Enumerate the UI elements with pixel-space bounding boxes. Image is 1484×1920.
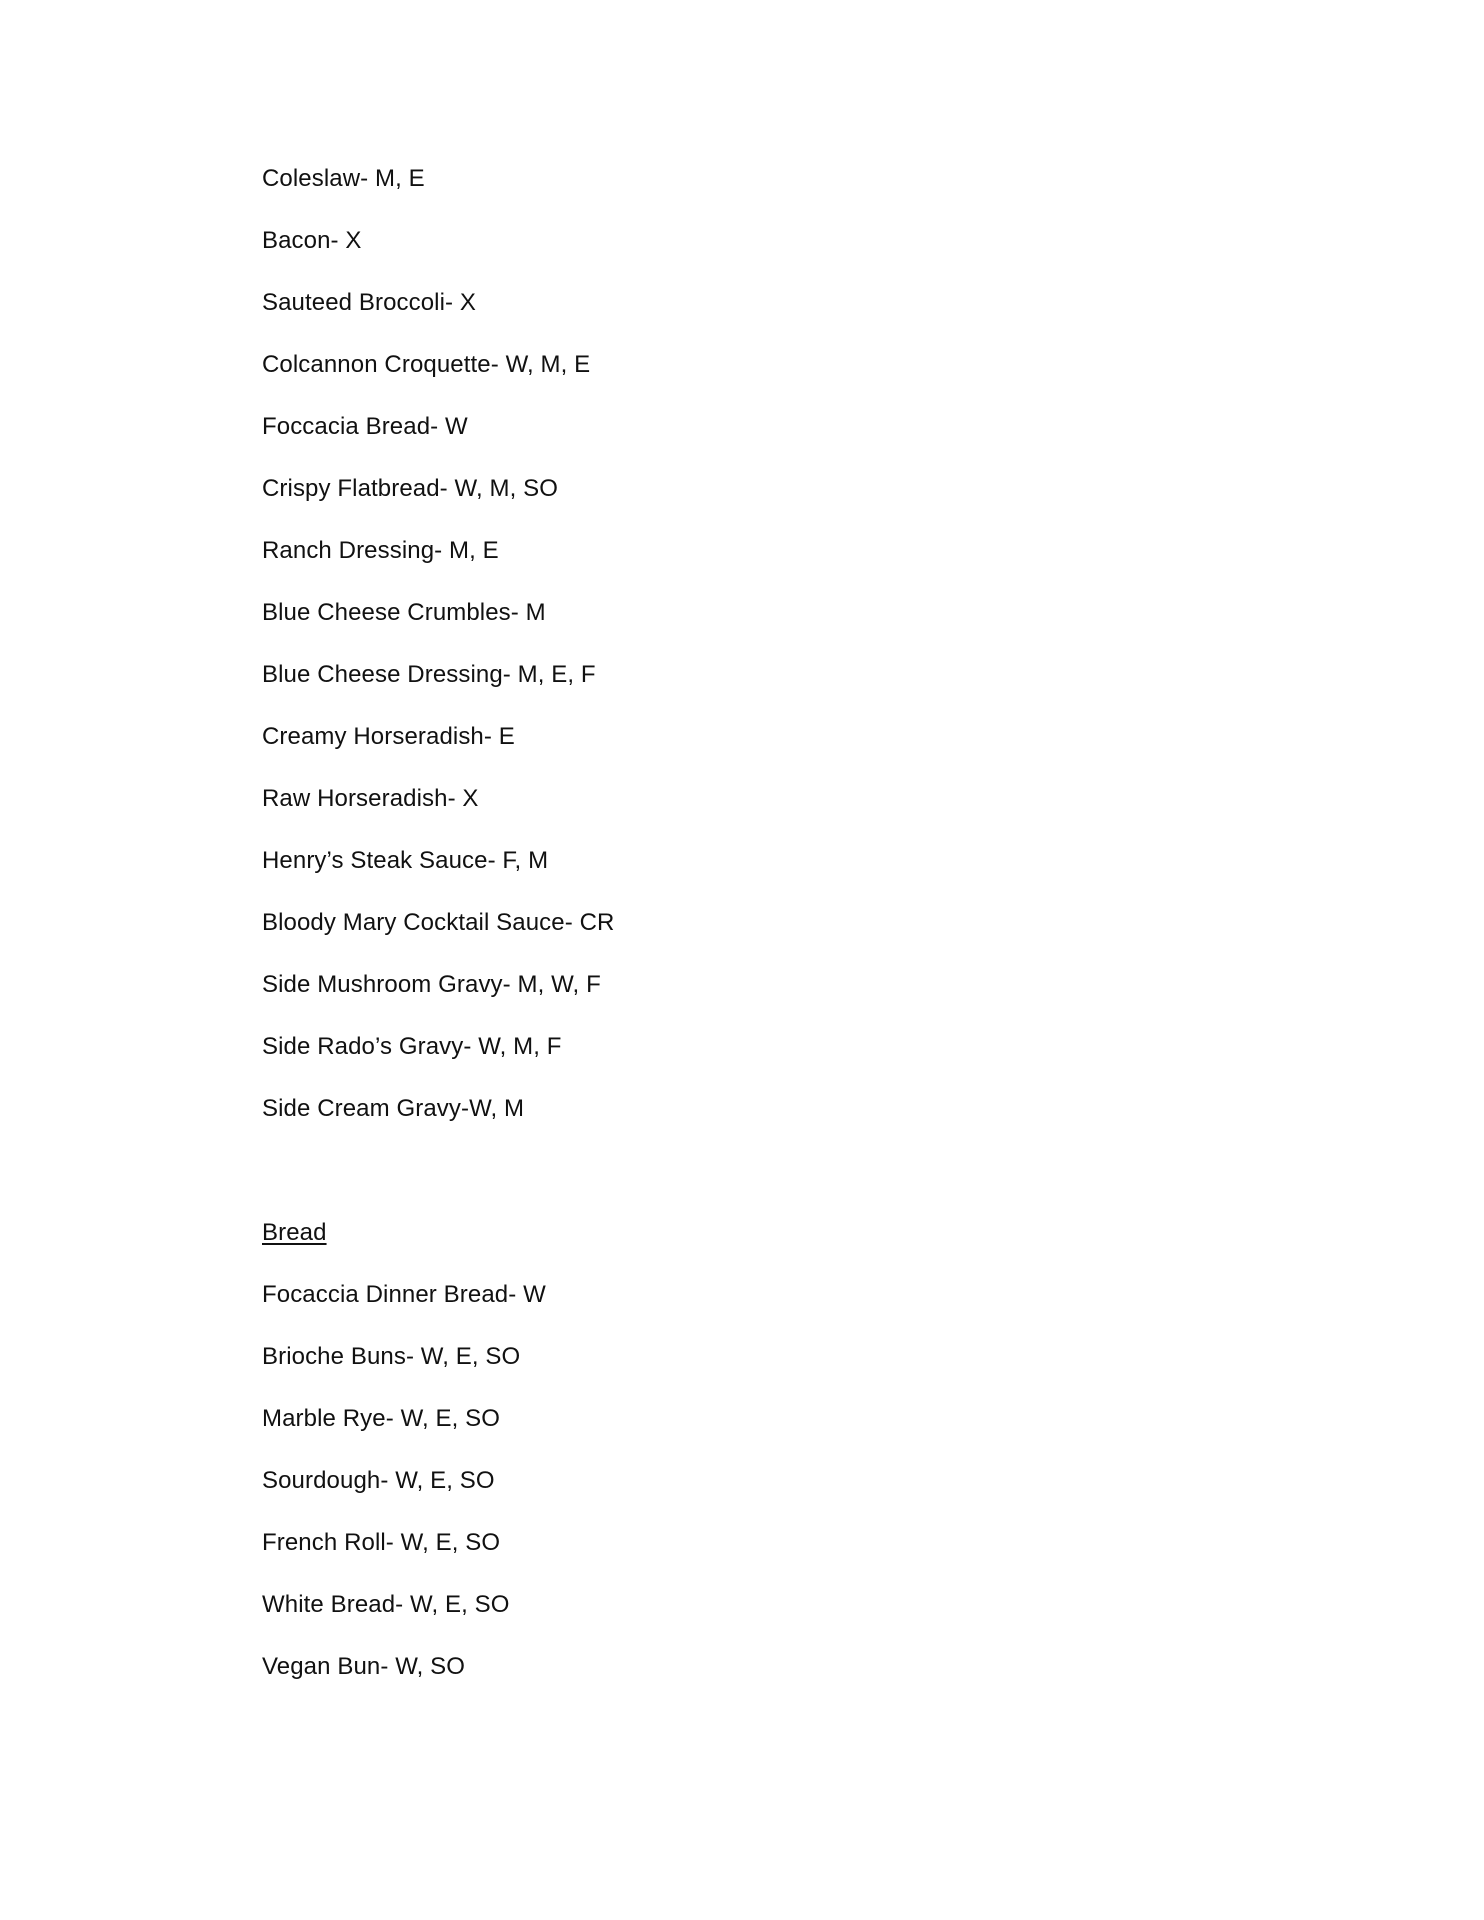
list-item: Sauteed Broccoli- X — [262, 289, 477, 316]
list-item: Blue Cheese Crumbles- M — [262, 599, 546, 626]
list-item: Blue Cheese Dressing- M, E, F — [262, 661, 596, 688]
list-item: Side Mushroom Gravy- M, W, F — [262, 971, 601, 998]
section-spacer — [262, 1156, 1262, 1218]
section-heading-bread: Bread — [262, 1219, 327, 1246]
list-item: Crispy Flatbread- W, M, SO — [262, 475, 558, 502]
allergen-list — [262, 164, 1262, 1714]
list-item: Marble Rye- W, E, SO — [262, 1405, 501, 1432]
list-item: Henry’s Steak Sauce- F, M — [262, 847, 549, 874]
list-item: Focaccia Dinner Bread- W — [262, 1281, 546, 1308]
list-item: Brioche Buns- W, E, SO — [262, 1343, 521, 1370]
list-item: Bacon- X — [262, 227, 362, 254]
list-item: French Roll- W, E, SO — [262, 1529, 501, 1556]
list-item: Foccacia Bread- W — [262, 413, 468, 440]
list-item: Raw Horseradish- X — [262, 785, 479, 812]
list-item: Sourdough- W, E, SO — [262, 1467, 495, 1494]
list-item: Bloody Mary Cocktail Sauce- CR — [262, 909, 615, 936]
list-item: Colcannon Croquette- W, M, E — [262, 351, 591, 378]
list-item: Vegan Bun- W, SO — [262, 1653, 466, 1680]
list-item: Side Cream Gravy-W, M — [262, 1095, 525, 1122]
list-item: Coleslaw- M, E — [262, 165, 425, 192]
list-item: White Bread- W, E, SO — [262, 1591, 510, 1618]
list-item: Side Rado’s Gravy- W, M, F — [262, 1033, 562, 1060]
list-item: Creamy Horseradish- E — [262, 723, 515, 750]
list-item: Ranch Dressing- M, E — [262, 537, 499, 564]
